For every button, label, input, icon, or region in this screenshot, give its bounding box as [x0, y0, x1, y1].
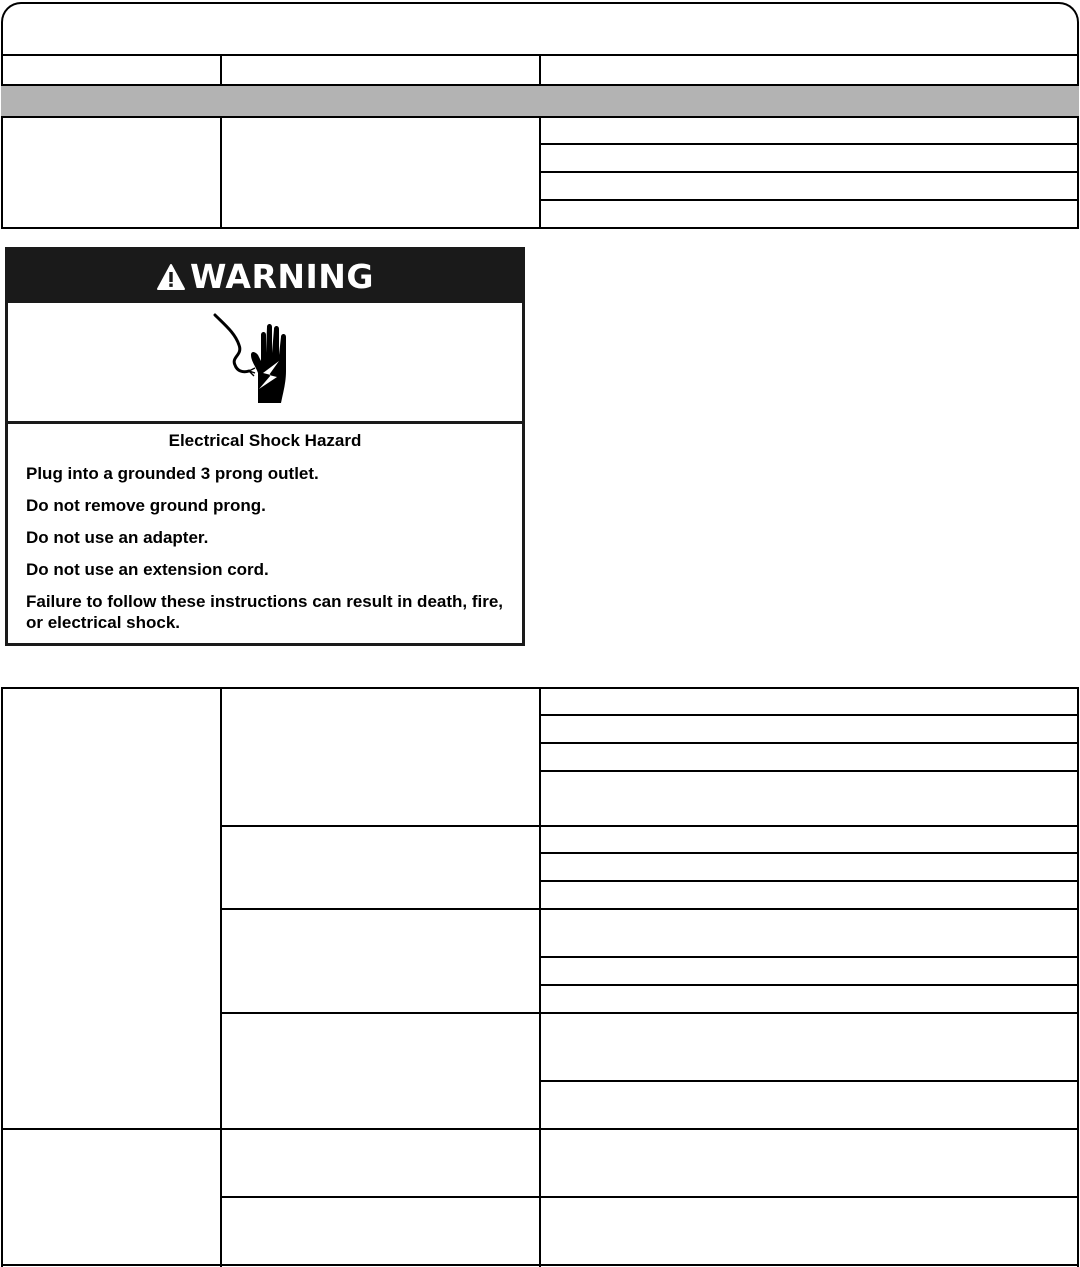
group-rule: [220, 1196, 1079, 1198]
section-band: [1, 84, 1079, 118]
column-divider: [539, 54, 541, 86]
table-right-border: [1077, 54, 1079, 229]
table-bottom-rule: [1, 227, 1079, 229]
instruction-line: Do not use an extension cord.: [26, 560, 269, 579]
table-bottom-rule: [1, 1264, 1079, 1266]
table-right-border: [1077, 687, 1079, 1267]
row-rule: [539, 984, 1079, 986]
instruction-line: Failure to follow these instructions can result in death, fire, or electrical shock.: [26, 592, 504, 632]
row-rule: [539, 742, 1079, 744]
warning-title: WARNING: [190, 257, 374, 296]
column-divider: [220, 54, 222, 86]
column-divider: [220, 687, 222, 1267]
column-divider: [539, 687, 541, 1267]
instruction-line: Do not remove ground prong.: [26, 496, 266, 515]
row-rule: [539, 770, 1079, 772]
warning-pictogram-panel: [8, 303, 522, 424]
column-divider: [220, 116, 222, 229]
row-rule: [539, 852, 1079, 854]
row-rule: [539, 171, 1079, 173]
instruction-line: Do not use an adapter.: [26, 528, 209, 547]
row-rule: [539, 880, 1079, 882]
table-header-tab: [1, 2, 1079, 58]
section-rule: [1, 1128, 1079, 1130]
table-left-border: [1, 54, 3, 229]
group-rule: [220, 1012, 1079, 1014]
warning-box: [5, 247, 525, 646]
instruction-line: Plug into a grounded 3 prong outlet.: [26, 464, 319, 483]
electrical-shock-hand-icon: [213, 311, 313, 411]
alert-triangle-icon: [156, 263, 186, 291]
row-rule: [539, 143, 1079, 145]
warning-text-panel: [8, 424, 522, 643]
group-rule: [220, 825, 1079, 827]
row-rule: [539, 1080, 1079, 1082]
row-rule: [539, 714, 1079, 716]
hazard-title: Electrical Shock Hazard: [168, 431, 362, 450]
row-rule: [539, 956, 1079, 958]
row-rule: [539, 199, 1079, 201]
group-rule: [220, 908, 1079, 910]
table-left-border: [1, 687, 3, 1267]
warning-header: [8, 250, 522, 303]
